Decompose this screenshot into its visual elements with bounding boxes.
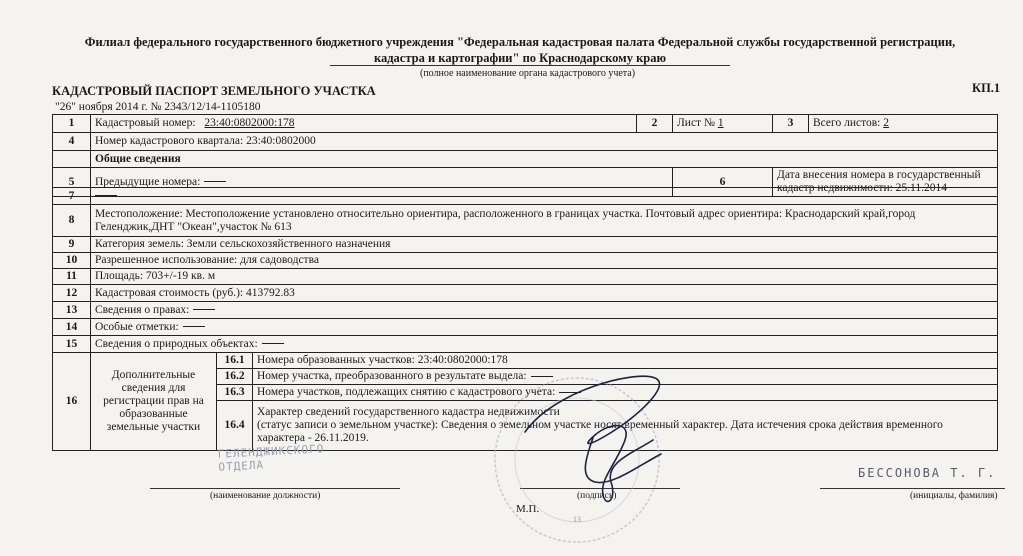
signature-stroke: [525, 376, 661, 501]
row-number: 6: [673, 168, 773, 197]
table-row: [53, 133, 998, 151]
deregistered-plots: Номера участков, подлежащих снятию с кадастрового учета:: [257, 386, 556, 398]
document-title: КАДАСТРОВЫЙ ПАСПОРТ ЗЕМЕЛЬНОГО УЧАСТКА: [52, 84, 376, 98]
signature-seal-graphic: [485, 350, 685, 550]
formed-plots: Номера образованных участков: 23:40:0802000:178: [253, 353, 998, 369]
row-number: 15: [53, 336, 91, 353]
permitted-use: Разрешенное использование: для садоводства: [91, 253, 998, 269]
subrow-number: 16.2: [217, 369, 253, 385]
subrow-number: 16.4: [217, 401, 253, 451]
empty-dash: [204, 181, 226, 182]
table-row: [53, 269, 998, 285]
position-caption: (наименование должности): [210, 491, 321, 501]
rights-info: Сведения о правах:: [95, 303, 190, 316]
row-number: 8: [53, 205, 91, 237]
row-number: 16: [53, 353, 91, 451]
organization-name: Филиал федерального государственного бюджетного учреждения "Федеральная кадастровая палата Федеральной службы государственной регистрации, кадастра и картографии" по Краснодарскому краю: [84, 35, 956, 65]
empty-dash: [183, 326, 205, 327]
total-sheets-cell: [809, 115, 998, 133]
general-info-heading: Общие сведения: [91, 151, 998, 168]
natural-objects: Сведения о природных объектах:: [95, 337, 258, 350]
passport-table-top: [52, 114, 998, 197]
table-row: [53, 237, 998, 253]
row-number: 5: [53, 168, 91, 197]
row-number: 13: [53, 302, 91, 319]
cadastral-quarter: Номер кадастрового квартала: 23:40:0802000: [91, 133, 998, 151]
sheet-label: Лист №: [677, 117, 715, 129]
table-row: [53, 115, 998, 133]
position-line: [150, 488, 400, 489]
signature-caption: (подпись): [577, 491, 617, 501]
org-underline: [330, 65, 730, 66]
total-sheets-value: 2: [883, 117, 889, 129]
row-number: 7: [53, 188, 91, 205]
previous-numbers-label: Предыдущие номера:: [95, 175, 201, 188]
additional-info-label: Дополнительные сведения для регистрации прав на образованные земельные участки: [91, 353, 217, 451]
table-row: [53, 205, 998, 237]
stamp-line: ГЕЛЕНДЖИКСКОГО: [217, 442, 325, 461]
special-notes-cell: [91, 319, 998, 336]
row-number: 4: [53, 133, 91, 151]
empty-dash: [193, 309, 215, 310]
row-number: 11: [53, 269, 91, 285]
name-caption: (инициалы, фамилия): [910, 491, 998, 501]
rights-info-cell: [91, 302, 998, 319]
department-stamp: [217, 442, 325, 474]
transformed-plot: Номер участка, преобразованного в результате выдела:: [257, 370, 527, 382]
table-row: [53, 253, 998, 269]
record-status-heading: Характер сведений государственного кадастра недвижимости: [257, 406, 560, 418]
row-number: 12: [53, 285, 91, 302]
seal-label: М.П.: [516, 503, 540, 515]
cadastral-number-cell: [91, 115, 637, 133]
table-row: [53, 302, 998, 319]
location: Местоположение: Местоположение установлено относительно ориентира, расположенного в границах участка. Почтовый адрес ориентира: Краснодарский край,город Геленджик,ДНТ "Океан",участок № 613: [91, 205, 998, 237]
signer-name-stamp: БЕССОНОВА Т. Г.: [858, 466, 997, 480]
cadastral-number-value: 23:40:0802000:178: [204, 117, 295, 129]
table-row: [53, 188, 998, 205]
row-number: 10: [53, 253, 91, 269]
cadastral-number-label: Кадастровый номер:: [95, 117, 196, 129]
empty-dash: [262, 343, 284, 344]
organization-caption: (полное наименование органа кадастрового учета): [420, 68, 636, 79]
subrow-number: 16.1: [217, 353, 253, 369]
special-notes: Особые отметки:: [95, 320, 179, 333]
empty-dash: [95, 195, 117, 196]
registration-date: Дата внесения номера в государственный кадастр недвижимости: 25.11.2014: [773, 168, 998, 197]
row-number: 9: [53, 237, 91, 253]
table-row: [53, 285, 998, 302]
table-row: [53, 151, 998, 168]
form-code: КП.1: [972, 81, 1001, 95]
row-number: 1: [53, 115, 91, 133]
cadastral-value: Кадастровая стоимость (руб.): 413792.83: [91, 285, 998, 302]
record-status-text: (статус записи о земельном участке): Сведения о земельном участке носят временный характер. Дата истечения срока действия временного характера - 26.11.2019.: [257, 419, 943, 444]
table-row: [53, 319, 998, 336]
subrow-number: 16.3: [217, 385, 253, 401]
row-number: 3: [773, 115, 809, 133]
stamp-line: ОТДЕЛА: [218, 458, 265, 474]
seal-number: 13: [573, 515, 581, 524]
sheet-cell: [673, 115, 773, 133]
document-date-number: "26" ноября 2014 г. № 2343/12/14-1105180: [55, 101, 261, 113]
sheet-value: 1: [717, 117, 724, 129]
row-number: 14: [53, 319, 91, 336]
name-line: [820, 488, 1005, 489]
area: Площадь: 703+/-19 кв. м: [91, 269, 998, 285]
row-number: 2: [637, 115, 673, 133]
total-sheets-label: Всего листов:: [813, 117, 881, 129]
land-category: Категория земель: Земли сельскохозяйственного назначения: [91, 237, 998, 253]
